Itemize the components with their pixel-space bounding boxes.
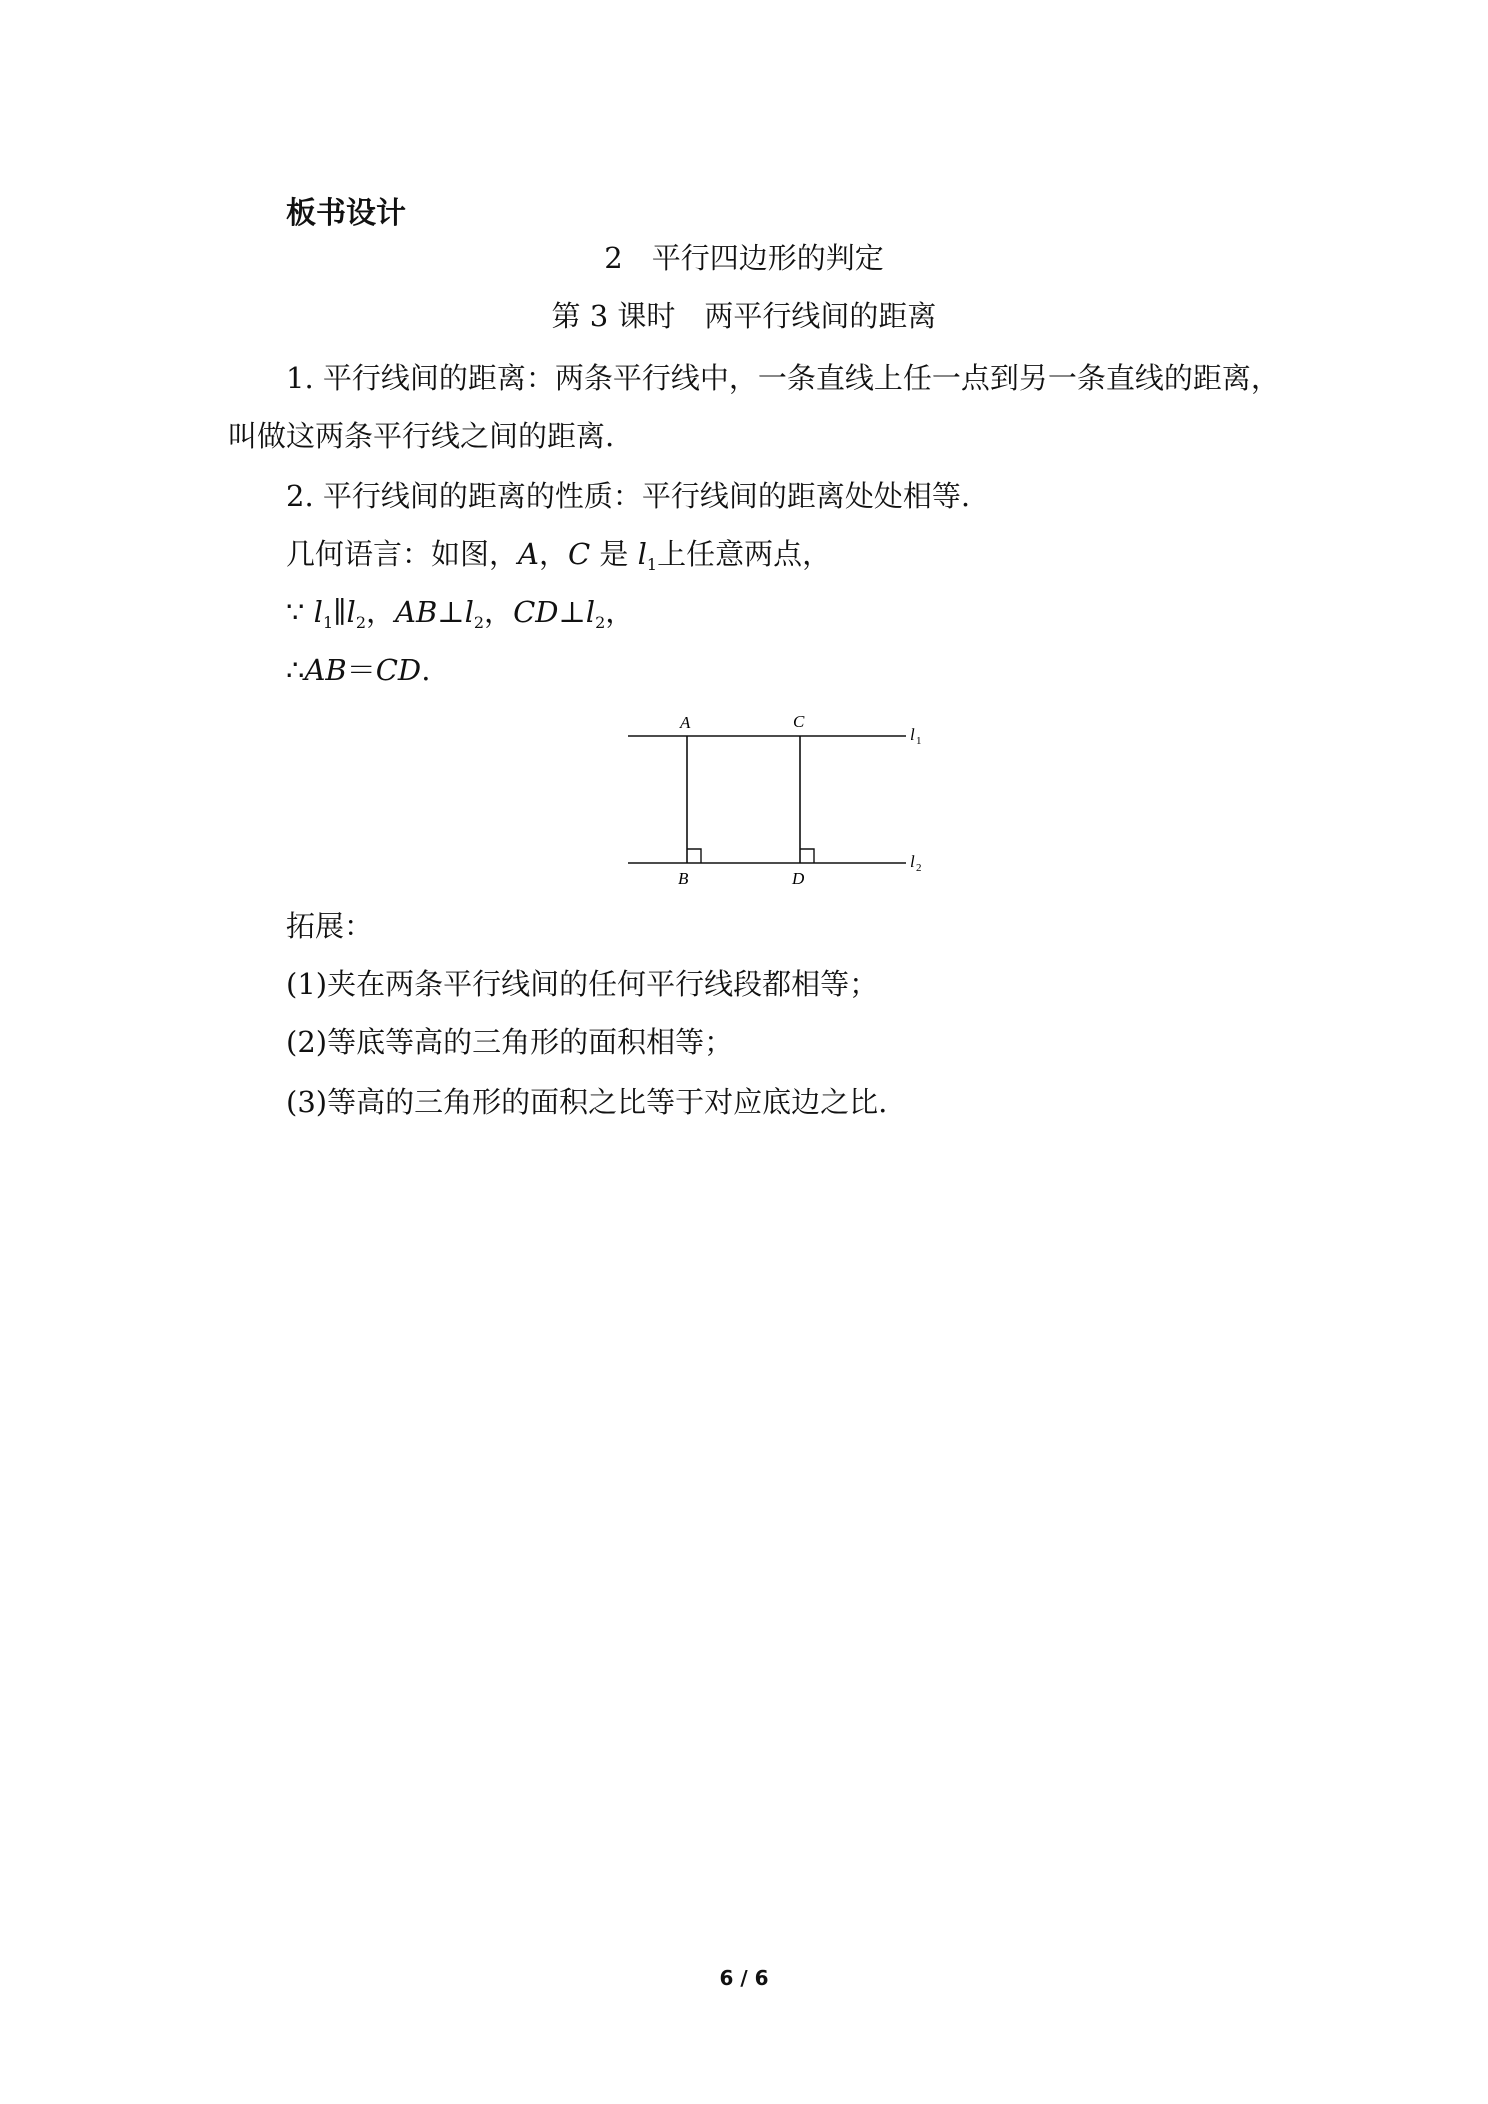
label-c: C [793,712,805,731]
geo-point-c: C [567,537,591,571]
because-sub-2: 2 [355,613,367,632]
lesson-title: 2 平行四边形的判定 [604,241,884,275]
extension-title: 拓展： [286,909,374,943]
geo-prefix: 几何语言：如图， [286,537,519,571]
page-number: 6 / 6 [719,1966,769,1990]
geo-point-a: A [518,537,539,571]
right-angle-mark-b [687,849,701,863]
geo-line-l1: l [637,537,647,571]
because-sep-2: ， [484,595,514,629]
because-ab: AB [395,595,438,629]
because-cd: CD [513,595,559,629]
because-sub-2-b: 2 [473,613,485,632]
extension-item-2: (2)等底等高的三角形的面积相等； [286,1025,734,1059]
label-l2-subscript: 2 [916,862,922,874]
therefore-end: . [421,653,431,687]
label-l1-subscript: 1 [916,735,922,747]
because-l2-b: l [464,595,474,629]
equals-symbol: ＝ [346,653,376,687]
label-l2: l [910,852,915,871]
therefore-symbol: ∴ [286,653,305,687]
geo-subscript-1: 1 [646,555,658,574]
because-sep-1: ， [366,595,396,629]
section-heading: 板书设计 [286,196,406,231]
extension-item-1: (1)夹在两条平行线间的任何平行线段都相等； [286,967,879,1001]
parallel-lines-figure [620,700,930,885]
extension-item-3: (3)等高的三角形的面积之比等于对应底边之比. [286,1085,888,1119]
label-d: D [792,869,805,885]
geo-mid: 是 [590,537,638,571]
therefore-cd: CD [375,653,422,687]
therefore-ab: AB [304,653,347,687]
parallel-symbol: ∥ [333,595,347,629]
because-l2-c: l [585,595,596,629]
right-angle-mark-d [800,849,814,863]
because-statement [286,592,634,643]
label-l1: l [910,725,915,744]
because-symbol: ∵ [286,595,305,629]
geometric-language [286,534,831,585]
definition-line-1: 1. 平行线间的距离：两条平行线中，一条直线上任一点到另一条直线的距离， [286,361,1280,395]
definition-line-2: 叫做这两条平行线之间的距离. [228,419,615,453]
geo-suffix: 上任意两点， [657,537,832,571]
perp-symbol-1: ⊥ [437,595,465,629]
label-a: A [680,713,691,732]
lesson-subtitle: 第 3 课时 两平行线间的距离 [551,299,937,333]
label-b: B [678,869,689,885]
because-sub-1: 1 [322,613,334,632]
because-sub-2-c: 2 [595,613,606,632]
geo-comma: ， [538,537,568,571]
perp-symbol-2: ⊥ [558,595,586,629]
therefore-statement [286,650,430,690]
property-statement: 2. 平行线间的距离的性质：平行线间的距离处处相等. [286,479,971,513]
because-end: ， [605,595,635,629]
because-l1: l [313,595,323,629]
because-l2: l [346,595,356,629]
